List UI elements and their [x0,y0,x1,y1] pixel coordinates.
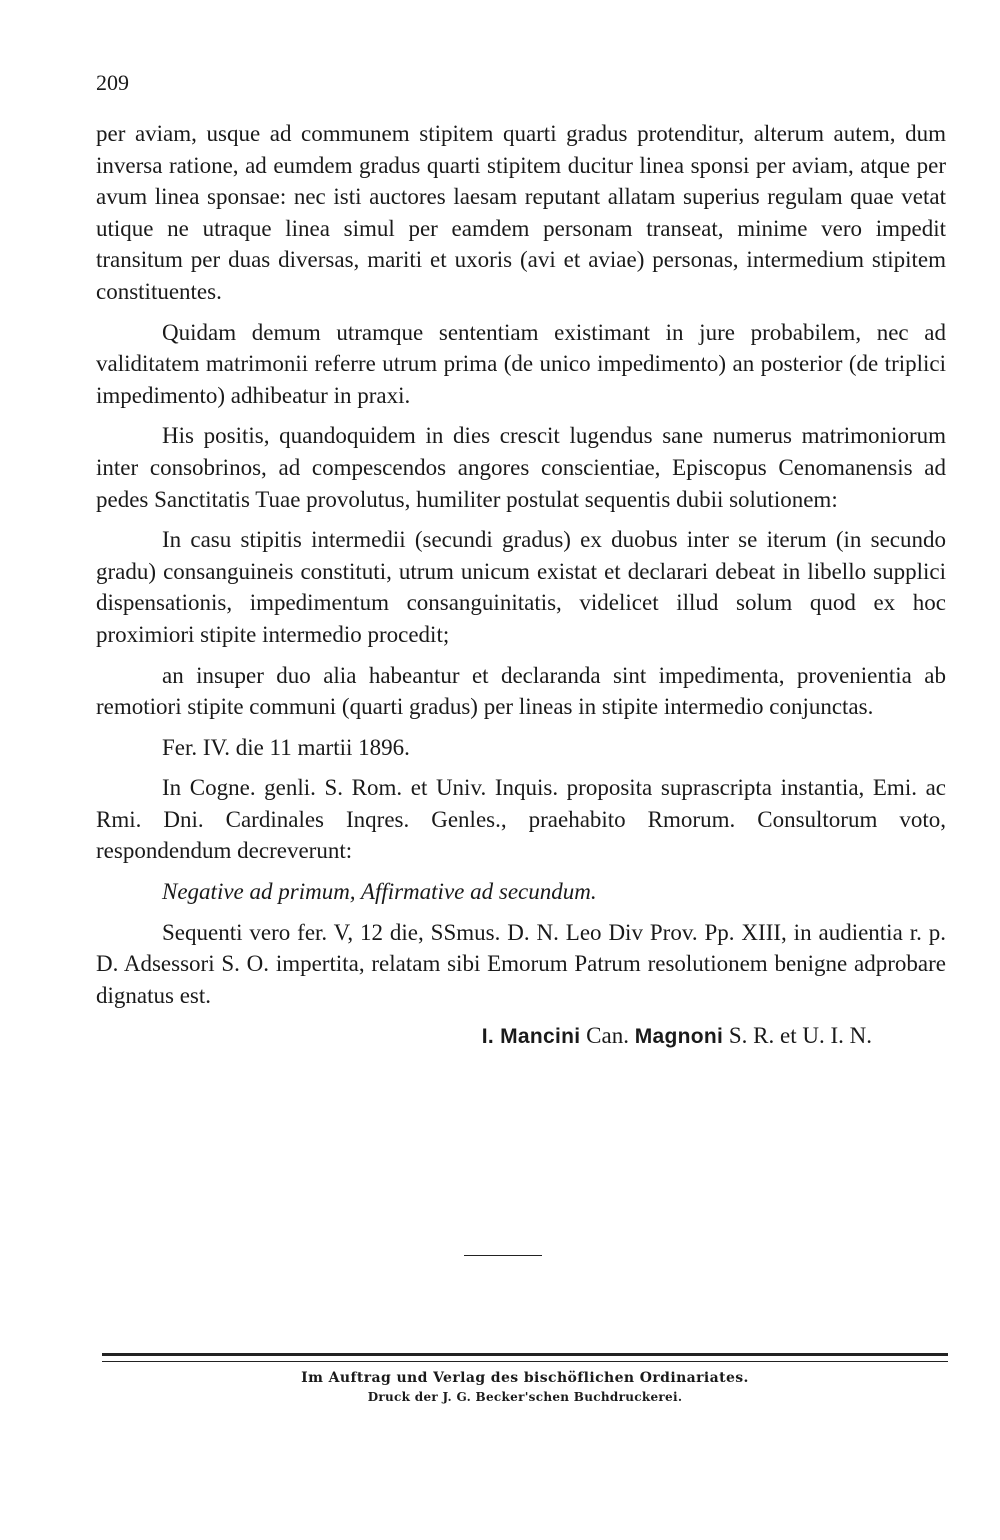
paragraph-opinion: Quidam demum utramque sententiam existimant in jure probabilem, nec ad validitatem matrimonii referre utrum prima (de unico impedimento) an posterior (de triplici impedimento) adhibeatur in praxi. [96,319,946,408]
paragraph-question-two: an insuper duo alia habeantur et declaranda sint impedimenta, provenientia ab remotiori stipite communi (quarti gradus) per lineas in stipite intermedio conjunctas. [96,662,946,720]
section-divider [464,1255,542,1256]
footer-rule [102,1353,948,1362]
date-line: Fer. IV. die 11 martii 1896. [162,734,410,760]
imprint-printer: Druck der J. G. Becker'schen Buchdruckerei. [367,1390,683,1404]
decision-line: Negative ad primum, Affirmative ad secundum. [162,879,597,905]
body-text [96,118,946,1053]
paragraph-continuation: per aviam, usque ad communem stipitem quarti gradus protenditur, alterum autem, dum inversa ratione, ad eumdem gradus quarti stipitem ducitur linea sponsi per aviam, atque per avum linea sponsae: nec isti auctores laesam reputant allatam superius regulam quae vetat utique ne utraque linea simul per eamdem personam transeat, minime vero impedit transitum per duas diversas, mariti et uxoris (avi et aviae) personas, intermedium stipitem constituentes. [96,121,946,304]
imprint-footer [102,1368,948,1406]
signature-line [96,1020,946,1053]
imprint-publisher: Im Auftrag und Verlag des bischöflichen Ordinariates. [301,1370,749,1386]
signature-name-mancini: I. Mancini [481,1025,581,1049]
paragraph-petition: His positis, quandoquidem in dies crescit lugendus sane numerus matrimoniorum inter consobrinos, ad compescendos angores conscientiae, Episcopus Cenomanensis ad pedes Sanctitatis Tuae provolutus, humiliter postulat sequentis dubii solutionem: [96,423,946,512]
signature-name-magnoni: Magnoni [634,1025,724,1049]
signature-title-can: Can. [586,1023,629,1049]
page-number: 209 [96,70,129,95]
paragraph-congregation: In Cogne. genli. S. Rom. et Univ. Inquis. proposita suprascripta instantia, Emi. ac Rmi. Dni. Cardinales Inqres. Genles., praehabito Rmorum. Consultorum voto, respondendum decreverunt: [96,775,946,864]
signature-title-office: S. R. et U. I. N. [728,1023,872,1049]
paragraph-question-one: In casu stipitis intermedii (secundi gradus) ex duobus inter se iterum (in secundo gradu) consanguineis constituti, utrum unicum existat et declarari debeat in libello supplici dispensationis, impedimentum consanguinitatis, videlicet illud solum quod ex hoc proximiori stipite intermedio procedit; [96,527,946,647]
paragraph-approval: Sequenti vero fer. V, 12 die, SSmus. D. N. Leo Div Prov. Pp. XIII, in audientia r. p. D. Adsessori S. O. impertita, relatam sibi Emorum Patrum resolutionem benigne adprobare dignatus est. [96,919,946,1008]
